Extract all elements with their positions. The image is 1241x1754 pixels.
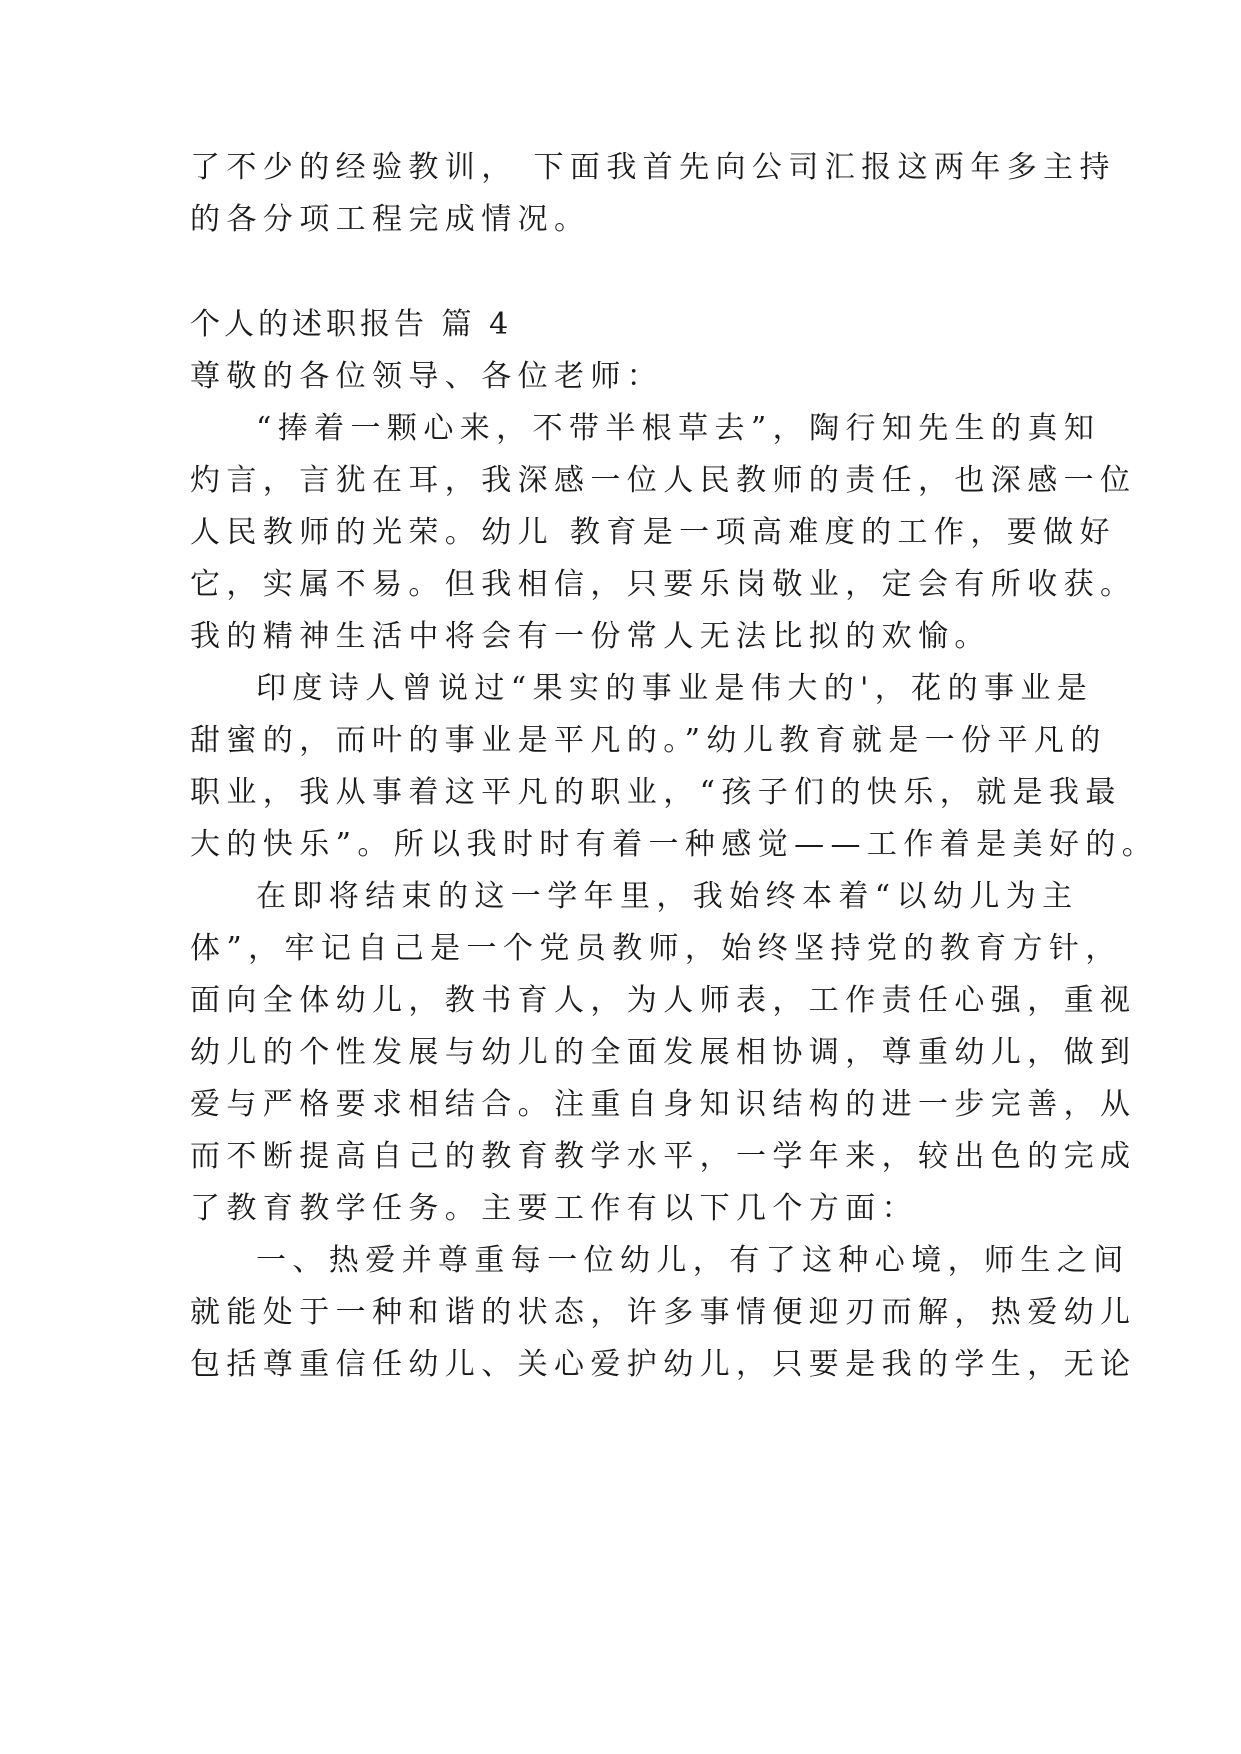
paragraph-line: 大的快乐”。所以我时时有着一种感觉——工作着是美好的。 bbox=[190, 827, 1159, 862]
paragraph-line: 人民教师的光荣。幼儿 教育是一项高难度的工作，要做好 bbox=[190, 515, 1116, 550]
paragraph-line: 我的精神生活中将会有一份常人无法比拟的欢愉。 bbox=[190, 619, 991, 654]
section-title: 个人的述职报告 篇 4 bbox=[190, 307, 513, 342]
paragraph-line: 幼儿的个性发展与幼儿的全面发展相协调，尊重幼儿，做到 bbox=[190, 1035, 1137, 1070]
paragraph-line: 面向全体幼儿，教书育人，为人师表，工作责任心强，重视 bbox=[190, 983, 1137, 1018]
paragraph-line: 它，实属不易。但我相信，只要乐岗敬业，定会有所收获。 bbox=[190, 567, 1137, 602]
paragraph-line: “捧着一颗心来，不带半根草去”，陶行知先生的真知 bbox=[256, 411, 1101, 446]
paragraph-line: 印度诗人曾说过“果实的事业是伟大的'，花的事业是 bbox=[256, 671, 1094, 706]
paragraph-line: 就能处于一种和谐的状态，许多事情便迎刃而解，热爱幼儿 bbox=[190, 1295, 1137, 1330]
paragraph-line: 一、热爱并尊重每一位幼儿，有了这种心境，师生之间 bbox=[256, 1243, 1130, 1278]
text-line: 的各分项工程完成情况。 bbox=[190, 202, 591, 237]
paragraph-line: 包括尊重信任幼儿、关心爱护幼儿，只要是我的学生，无论 bbox=[190, 1347, 1137, 1382]
paragraph-line: 而不断提高自己的教育教学水平，一学年来，较出色的完成 bbox=[190, 1139, 1137, 1174]
paragraph-line: 职业，我从事着这平凡的职业，“孩子们的快乐，就是我最 bbox=[190, 775, 1122, 810]
salutation: 尊敬的各位领导、各位老师： bbox=[190, 359, 664, 394]
paragraph-line: 在即将结束的这一学年里，我始终本着“以幼儿为主 bbox=[256, 879, 1079, 914]
paragraph-line: 甜蜜的，而叶的事业是平凡的。”幼儿教育就是一份平凡的 bbox=[190, 723, 1107, 758]
paragraph-line: 爱与严格要求相结合。注重自身知识结构的进一步完善，从 bbox=[190, 1087, 1137, 1122]
paragraph-line: 了教育教学任务。主要工作有以下几个方面： bbox=[190, 1191, 918, 1226]
text-line: 了不少的经验教训， 下面我首先向公司汇报这两年多主持 bbox=[190, 150, 1116, 185]
paragraph-line: 灼言，言犹在耳，我深感一位人民教师的责任，也深感一位 bbox=[190, 463, 1137, 498]
paragraph-line: 体”，牢记自己是一个党员教师，始终坚持党的教育方针， bbox=[190, 931, 1122, 966]
